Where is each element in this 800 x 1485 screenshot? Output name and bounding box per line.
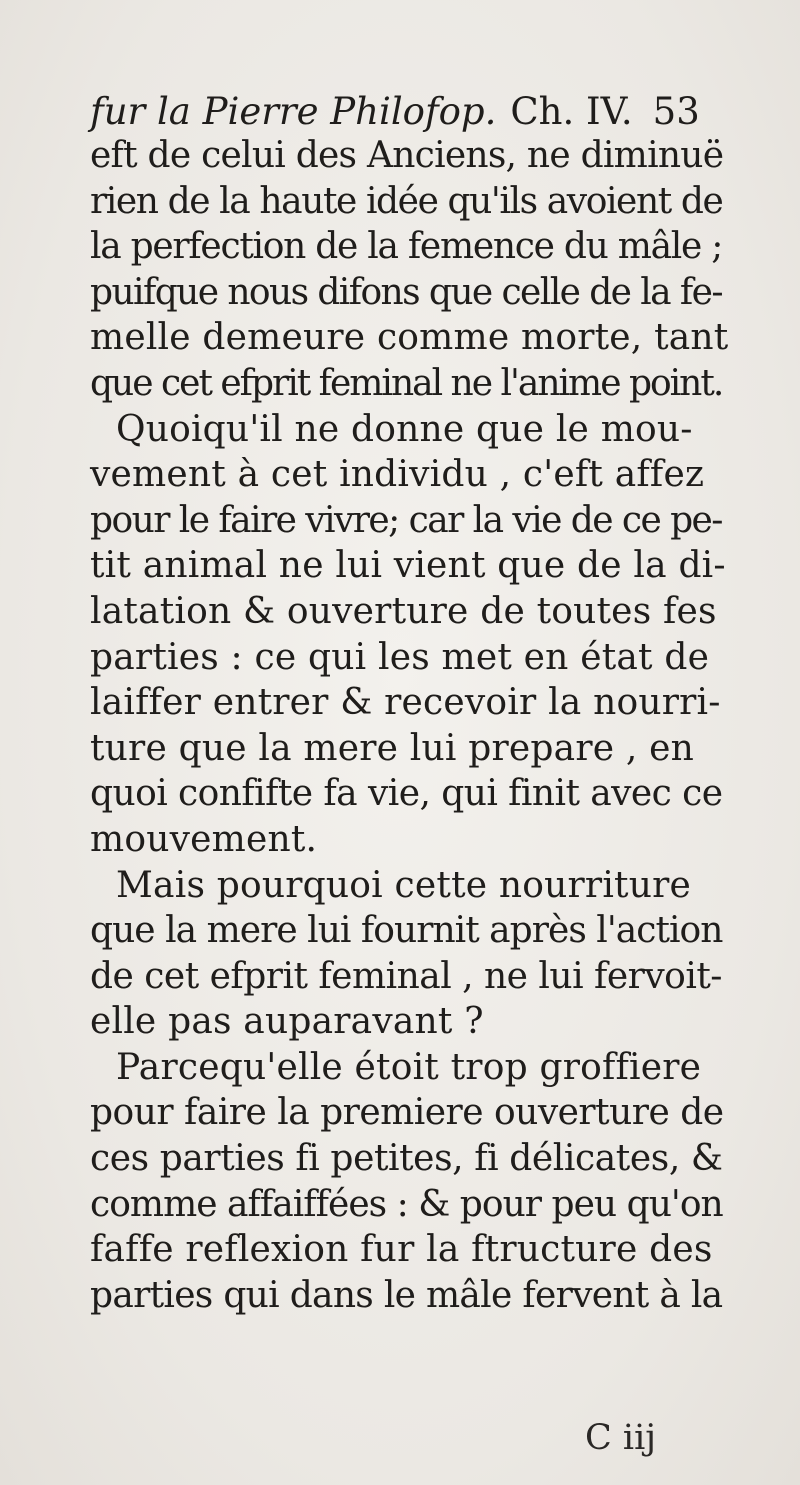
text-line: Mais pourquoi cette nourriture <box>116 864 692 906</box>
text-line: de cet efprit feminal , ne lui fervoit- <box>90 955 722 997</box>
text-line: faffe reflexion fur la ftructure des <box>90 1229 713 1271</box>
text-line: Parcequ'elle étoit trop groffiere <box>116 1046 702 1088</box>
text-line: Quoiqu'il ne donne que le mou- <box>116 408 693 450</box>
running-head-title: fur la Pierre Philofop. <box>90 90 497 133</box>
text-line: parties : ce qui les met en état de <box>90 636 710 678</box>
signature-mark: C iij <box>585 1418 657 1458</box>
text-line: rien de la haute idée qu'ils avoient de <box>90 180 723 222</box>
running-head <box>90 92 710 132</box>
text-line: eft de celui des Anciens, ne diminuë <box>90 135 724 176</box>
body-text <box>90 133 730 1318</box>
text-line: puifque nous difons que celle de la fe- <box>90 271 722 313</box>
text-line: que cet efprit feminal ne l'anime point. <box>90 362 723 404</box>
text-line: mouvement. <box>90 818 318 860</box>
text-line: ture que la mere lui prepare , en <box>90 727 695 769</box>
text-line: pour faire la premiere ouverture de <box>90 1092 724 1134</box>
text-line: parties qui dans le mâle fervent à la <box>90 1274 723 1316</box>
text-line: que la mere lui fournit après l'action <box>90 910 723 952</box>
text-line: pour le faire vivre; car la vie de ce pe- <box>90 499 722 541</box>
page-number: 53 <box>652 90 700 133</box>
text-line: ces parties fi petites, fi délicates, & <box>90 1138 723 1180</box>
running-head-chapter: Ch. IV. <box>510 90 633 133</box>
text-line: melle demeure comme morte, tant <box>90 317 729 359</box>
text-line: elle pas auparavant ? <box>90 1001 484 1043</box>
text-line: quoi confifte fa vie, qui finit avec ce <box>90 773 723 815</box>
text-line: la perfection de la femence du mâle ; <box>90 226 723 268</box>
text-line: tit animal ne lui vient que de la di- <box>90 545 726 587</box>
text-line: vement à cet individu , c'eft affez <box>90 454 705 496</box>
text-line: comme affaiffées : & pour peu qu'on <box>90 1183 723 1225</box>
text-line: laiffer entrer & recevoir la nourri- <box>90 682 721 724</box>
text-line: latation & ouverture de toutes fes <box>90 590 717 632</box>
